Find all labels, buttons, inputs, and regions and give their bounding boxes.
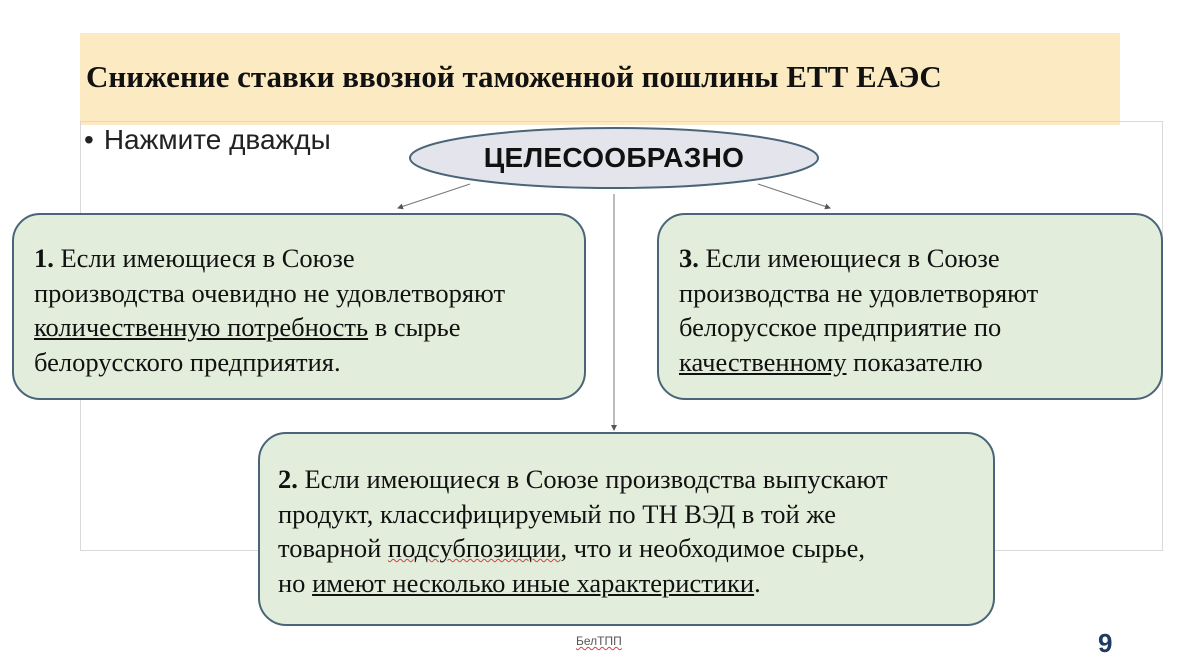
- box2-line1: 2. Если имеющиеся в Союзе производства выпускают: [278, 464, 888, 494]
- box1-line4: белорусского предприятия.: [34, 346, 341, 377]
- box2-line3: товарной подсубпозиции, что и необходимое сырье,: [278, 533, 866, 563]
- box1-line2: производства очевидно не удовлетворяют: [34, 277, 506, 308]
- criterion-box-1: [12, 213, 586, 400]
- box1-number: 1.: [34, 243, 54, 273]
- box3-underlined: качественному: [679, 346, 847, 377]
- box2-line2: продукт, классифицируемый по ТН ВЭД в той же: [278, 498, 837, 529]
- footer-org: БелТПП: [576, 634, 622, 648]
- box2-underlined: имеют несколько иные характеристики: [312, 567, 755, 598]
- center-label: ЦЕЛЕСООБРАЗНО: [483, 142, 745, 173]
- page-number: 9: [1098, 628, 1113, 658]
- box1-line1: 1. Если имеющиеся в Союзе: [34, 243, 355, 273]
- box2-underlined-term: подсубпозиции: [387, 533, 561, 563]
- bullet-label: Нажмите дважды: [103, 124, 331, 155]
- box2-number: 2.: [278, 464, 298, 494]
- box3-number: 3.: [679, 243, 699, 273]
- bullet-dot-icon: •: [84, 124, 94, 155]
- box2-line4: но имеют несколько иные характеристики.: [278, 567, 761, 598]
- box1-line3: количественную потребность в сырье: [34, 312, 461, 342]
- box1-underlined: количественную потребность: [34, 312, 369, 342]
- box3-line3: белорусское предприятие по: [679, 312, 1002, 342]
- box3-line2: производства не удовлетворяют: [679, 277, 1039, 308]
- slide-title: Снижение ставки ввозной таможенной пошлины ЕТТ ЕАЭС: [86, 59, 942, 94]
- box3-line4: качественному показателю: [679, 346, 983, 377]
- criterion-box-2: [258, 432, 995, 626]
- box3-line1: 3. Если имеющиеся в Союзе: [679, 243, 1000, 273]
- criterion-box-3: [657, 213, 1163, 400]
